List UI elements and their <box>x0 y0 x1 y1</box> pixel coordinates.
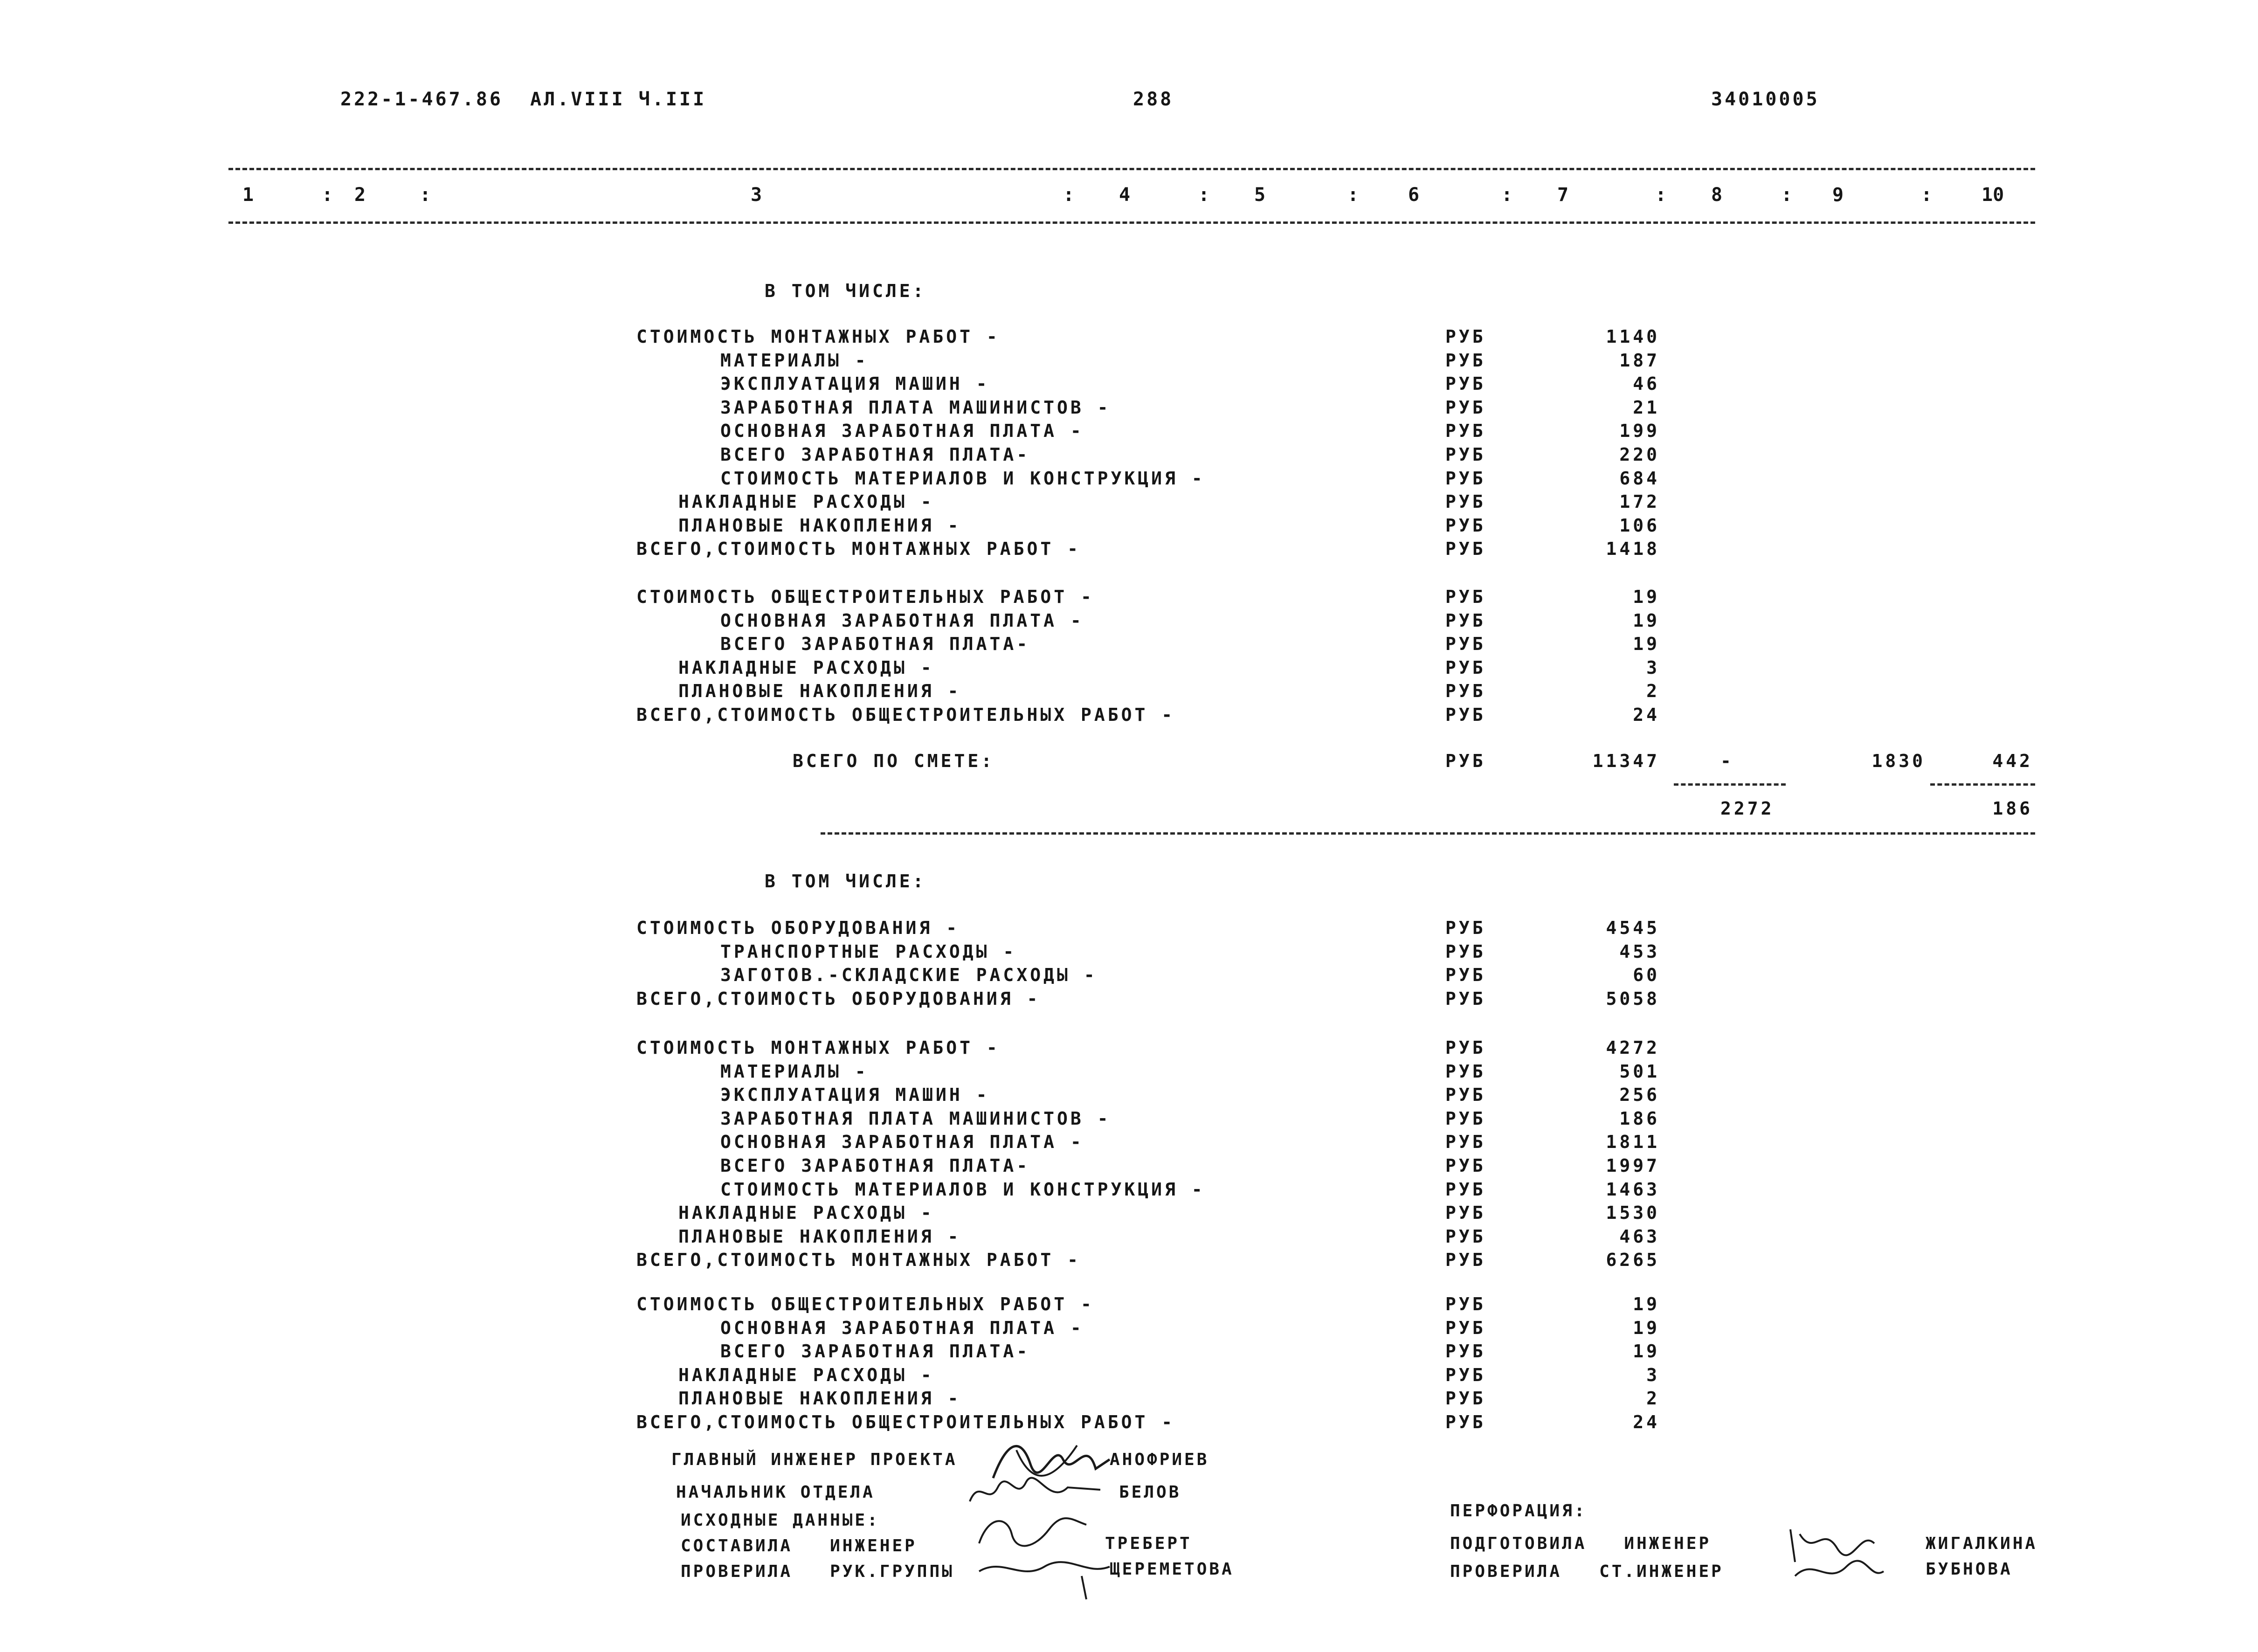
total-col8: - <box>1720 751 1734 771</box>
cost-unit: РУБ <box>1445 681 1486 702</box>
prepared-by-title: ПОДГОТОВИЛА ИНЖЕНЕР <box>1450 1534 1712 1553</box>
cost-unit: РУБ <box>1445 634 1486 655</box>
cost-label: НАКЛАДНЫЕ РАСХОДЫ - <box>678 1203 934 1223</box>
cost-unit: РУБ <box>1445 1341 1486 1362</box>
cost-value: 199 <box>1619 421 1660 442</box>
cost-value: 463 <box>1619 1226 1660 1247</box>
cost-value: 1463 <box>1606 1179 1660 1200</box>
cost-unit: РУБ <box>1445 373 1486 394</box>
cost-unit: РУБ <box>1445 539 1486 560</box>
cost-unit: РУБ <box>1445 587 1486 607</box>
chief-engineer-name: АНОФРИЕВ <box>1110 1450 1209 1469</box>
column-number: 10 <box>1982 184 2004 206</box>
cost-unit: РУБ <box>1445 444 1486 465</box>
source-data-label: ИСХОДНЫЕ ДАННЫЕ: <box>681 1511 880 1530</box>
cost-unit: РУБ <box>1445 1226 1486 1247</box>
cost-unit: РУБ <box>1445 1317 1486 1338</box>
cost-unit: РУБ <box>1445 397 1486 418</box>
cost-unit: РУБ <box>1445 1179 1486 1200</box>
cost-unit: РУБ <box>1445 1108 1486 1129</box>
cost-unit: РУБ <box>1445 1085 1486 1106</box>
cost-label: ВСЕГО,СТОИМОСТЬ ОБЩЕСТРОИТЕЛЬНЫХ РАБОТ - <box>636 705 1175 725</box>
cost-value: 1140 <box>1606 326 1660 347</box>
table-header-rule <box>228 221 2035 224</box>
cost-value: 186 <box>1619 1108 1660 1129</box>
cost-label: СТОИМОСТЬ ОБЩЕСТРОИТЕЛЬНЫХ РАБОТ - <box>636 587 1094 607</box>
cost-unit: РУБ <box>1445 1061 1486 1082</box>
cost-label: СТОИМОСТЬ ОБОРУДОВАНИЯ - <box>636 918 960 938</box>
cost-unit: РУБ <box>1445 491 1486 512</box>
record-code: 34010005 <box>1711 89 1820 110</box>
cost-unit: РУБ <box>1445 421 1486 442</box>
cost-label: СТОИМОСТЬ МОНТАЖНЫХ РАБОТ - <box>636 326 1000 347</box>
column-number: 8 <box>1711 184 1723 206</box>
cost-label: ВСЕГО,СТОИМОСТЬ МОНТАЖНЫХ РАБОТ - <box>636 1250 1081 1271</box>
composed-signature-icon <box>970 1511 1091 1553</box>
cost-label: ПЛАНОВЫЕ НАКОПЛЕНИЯ - <box>678 681 961 702</box>
total-col8-sub: 2272 <box>1720 798 1775 819</box>
cost-label: ЗАРАБОТНАЯ ПЛАТА МАШИНИСТОВ - <box>720 397 1111 418</box>
cost-unit: РУБ <box>1445 610 1486 631</box>
cost-label: ПЛАНОВЫЕ НАКОПЛЕНИЯ - <box>678 1226 961 1247</box>
total-rule <box>821 832 2035 835</box>
cost-label: ОСНОВНАЯ ЗАРАБОТНАЯ ПЛАТА - <box>720 1317 1084 1338</box>
column-number: 1 <box>242 184 254 206</box>
cost-label: НАКЛАДНЫЕ РАСХОДЫ - <box>678 657 934 678</box>
perf-checked-name: БУБНОВА <box>1926 1560 2013 1579</box>
cost-value: 2 <box>1646 1388 1660 1409</box>
column-numbers: 1 2 3 4 5 6 7 8 9 10 : : : : : : : : : <box>242 184 2004 206</box>
cost-label: ВСЕГО ЗАРАБОТНАЯ ПЛАТА- <box>720 1341 1030 1362</box>
cost-value: 187 <box>1619 350 1660 371</box>
column-number: 5 <box>1254 184 1266 206</box>
checked-by-title: ПРОВЕРИЛА РУК.ГРУППЫ <box>681 1562 954 1581</box>
cost-unit: РУБ <box>1445 1388 1486 1409</box>
cost-value: 1418 <box>1606 539 1660 560</box>
cost-value: 19 <box>1633 587 1660 607</box>
total-col9: 1830 <box>1871 751 1926 771</box>
cost-value: 453 <box>1619 941 1660 962</box>
column-number: 9 <box>1832 184 1844 206</box>
checked-by-name: ЩЕРЕМЕТОВА <box>1110 1560 1234 1579</box>
cost-label: НАКЛАДНЫЕ РАСХОДЫ - <box>678 491 934 512</box>
chief-engineer-title: ГЛАВНЫЙ ИНЖЕНЕР ПРОЕКТА <box>671 1450 958 1469</box>
table-top-rule <box>228 168 2035 170</box>
total-unit: РУБ <box>1445 751 1486 771</box>
total-col10-sub: 186 <box>1992 798 2033 819</box>
cost-value: 256 <box>1619 1085 1660 1106</box>
cost-label: ВСЕГО,СТОИМОСТЬ ОБОРУДОВАНИЯ - <box>636 988 1041 1009</box>
subtotal-rule <box>1930 783 2035 786</box>
dept-head-name: БЕЛОВ <box>1119 1483 1181 1502</box>
cost-label: ОСНОВНАЯ ЗАРАБОТНАЯ ПЛАТА - <box>720 1132 1084 1153</box>
cost-value: 501 <box>1619 1061 1660 1082</box>
dept-head-signature-icon <box>965 1469 1105 1511</box>
cost-label: НАКЛАДНЫЕ РАСХОДЫ - <box>678 1364 934 1385</box>
cost-label: ВСЕГО ЗАРАБОТНАЯ ПЛАТА- <box>720 634 1030 655</box>
cost-unit: РУБ <box>1445 468 1486 489</box>
total-col10: 442 <box>1992 751 2033 771</box>
cost-label: ВСЕГО ЗАРАБОТНАЯ ПЛАТА- <box>720 1155 1030 1176</box>
cost-value: 19 <box>1633 1317 1660 1338</box>
cost-value: 46 <box>1633 373 1660 394</box>
cost-value: 106 <box>1619 515 1660 536</box>
dept-head-title: НАЧАЛЬНИК ОТДЕЛА <box>676 1483 875 1502</box>
cost-value: 3 <box>1646 1364 1660 1385</box>
composed-by-title: СОСТАВИЛА ИНЖЕНЕР <box>681 1536 917 1555</box>
cost-unit: РУБ <box>1445 1364 1486 1385</box>
column-number: 3 <box>751 184 762 206</box>
cost-label: ТРАНСПОРТНЫЕ РАСХОДЫ - <box>720 941 1017 962</box>
cost-label: СТОИМОСТЬ МАТЕРИАЛОВ И КОНСТРУКЦИЯ - <box>720 1179 1205 1200</box>
cost-value: 21 <box>1633 397 1660 418</box>
cost-label: ПЛАНОВЫЕ НАКОПЛЕНИЯ - <box>678 1388 961 1409</box>
cost-label: СТОИМОСТЬ ОБЩЕСТРОИТЕЛЬНЫХ РАБОТ - <box>636 1294 1094 1314</box>
cost-label: СТОИМОСТЬ МОНТАЖНЫХ РАБОТ - <box>636 1037 1000 1058</box>
cost-unit: РУБ <box>1445 1412 1486 1432</box>
cost-unit: РУБ <box>1445 918 1486 938</box>
cost-label: ЭКСПЛУАТАЦИЯ МАШИН - <box>720 373 990 394</box>
cost-unit: РУБ <box>1445 941 1486 962</box>
cost-label: ВСЕГО,СТОИМОСТЬ ОБЩЕСТРОИТЕЛЬНЫХ РАБОТ - <box>636 1412 1175 1432</box>
cost-label: ОСНОВНАЯ ЗАРАБОТНАЯ ПЛАТА - <box>720 610 1084 631</box>
cost-value: 3 <box>1646 657 1660 678</box>
column-number: 4 <box>1119 184 1131 206</box>
cost-label: ЗАГОТОВ.-СКЛАДСКИЕ РАСХОДЫ - <box>720 965 1098 986</box>
cost-label: МАТЕРИАЛЫ - <box>720 1061 869 1082</box>
cost-value: 24 <box>1633 705 1660 725</box>
cost-unit: РУБ <box>1445 1294 1486 1314</box>
cost-value: 24 <box>1633 1412 1660 1432</box>
cost-label: МАТЕРИАЛЫ - <box>720 350 869 371</box>
cost-label: ВСЕГО ЗАРАБОТНАЯ ПЛАТА- <box>720 444 1030 465</box>
cost-unit: РУБ <box>1445 1132 1486 1153</box>
cost-value: 60 <box>1633 965 1660 986</box>
cost-value: 5058 <box>1606 988 1660 1009</box>
cost-unit: РУБ <box>1445 657 1486 678</box>
column-number: 2 <box>354 184 366 206</box>
cost-label: ЭКСПЛУАТАЦИЯ МАШИН - <box>720 1085 990 1106</box>
perforation-heading: ПЕРФОРАЦИЯ: <box>1450 1501 1587 1521</box>
subtotal-rule <box>1674 783 1786 786</box>
total-label: ВСЕГО ПО СМЕТЕ: <box>793 751 995 771</box>
total-value: 11347 <box>1592 751 1660 771</box>
cost-value: 19 <box>1633 1294 1660 1314</box>
cost-value: 4272 <box>1606 1037 1660 1058</box>
cost-unit: РУБ <box>1445 1155 1486 1176</box>
cost-unit: РУБ <box>1445 988 1486 1009</box>
perforation-signatures-icon <box>1781 1515 1893 1590</box>
document-code: 222-1-467.86 АЛ.VIII Ч.III <box>340 89 707 110</box>
cost-value: 172 <box>1619 491 1660 512</box>
cost-label: ВСЕГО,СТОИМОСТЬ МОНТАЖНЫХ РАБОТ - <box>636 539 1081 560</box>
column-number: 7 <box>1557 184 1569 206</box>
cost-value: 19 <box>1633 1341 1660 1362</box>
perf-checked-title: ПРОВЕРИЛА СТ.ИНЖЕНЕР <box>1450 1562 1724 1581</box>
checked-signature-icon <box>974 1548 1114 1604</box>
cost-unit: РУБ <box>1445 350 1486 371</box>
cost-value: 19 <box>1633 610 1660 631</box>
cost-unit: РУБ <box>1445 965 1486 986</box>
cost-unit: РУБ <box>1445 326 1486 347</box>
cost-value: 1997 <box>1606 1155 1660 1176</box>
cost-label: ОСНОВНАЯ ЗАРАБОТНАЯ ПЛАТА - <box>720 421 1084 442</box>
section-heading: В ТОМ ЧИСЛЕ: <box>765 871 926 892</box>
cost-value: 1530 <box>1606 1203 1660 1223</box>
section-heading: В ТОМ ЧИСЛЕ: <box>765 281 926 301</box>
cost-value: 4545 <box>1606 918 1660 938</box>
cost-unit: РУБ <box>1445 1250 1486 1271</box>
cost-value: 2 <box>1646 681 1660 702</box>
cost-value: 220 <box>1619 444 1660 465</box>
cost-value: 6265 <box>1606 1250 1660 1271</box>
cost-value: 1811 <box>1606 1132 1660 1153</box>
column-number: 6 <box>1408 184 1420 206</box>
cost-label: СТОИМОСТЬ МАТЕРИАЛОВ И КОНСТРУКЦИЯ - <box>720 468 1205 489</box>
cost-unit: РУБ <box>1445 705 1486 725</box>
cost-value: 684 <box>1619 468 1660 489</box>
cost-label: ЗАРАБОТНАЯ ПЛАТА МАШИНИСТОВ - <box>720 1108 1111 1129</box>
prepared-by-name: ЖИГАЛКИНА <box>1926 1534 2038 1553</box>
cost-unit: РУБ <box>1445 1037 1486 1058</box>
page-number: 288 <box>1133 89 1174 110</box>
cost-unit: РУБ <box>1445 1203 1486 1223</box>
composed-by-name: ТРЕБЕРТ <box>1105 1534 1192 1553</box>
cost-value: 19 <box>1633 634 1660 655</box>
cost-unit: РУБ <box>1445 515 1486 536</box>
cost-label: ПЛАНОВЫЕ НАКОПЛЕНИЯ - <box>678 515 961 536</box>
